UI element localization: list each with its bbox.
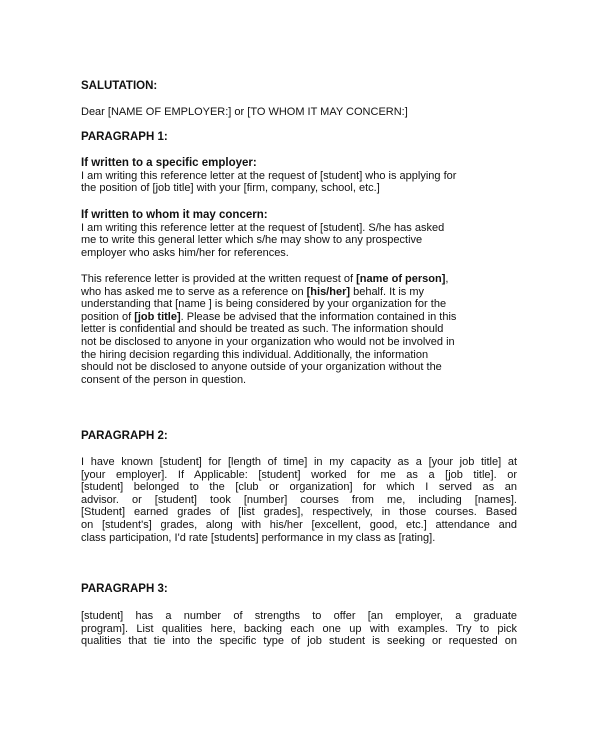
paragraph3-heading: PARAGRAPH 3: bbox=[81, 583, 168, 595]
specific-line-1: I am writing this reference letter at the request of [student] who is applying for bbox=[81, 169, 457, 182]
concern-line-3: employer who asks him/her for references. bbox=[81, 246, 289, 259]
concern-subheading: If written to whom it may concern: bbox=[81, 209, 268, 221]
body-line-9: consent of the person in question. bbox=[81, 373, 247, 386]
specific-employer-subheading: If written to a specific employer: bbox=[81, 157, 257, 169]
salutation-heading: SALUTATION: bbox=[81, 80, 158, 92]
p3-line-2: program]. List qualities here, backing each one up with examples. Try to pick bbox=[81, 622, 517, 635]
concern-line-1: I am writing this reference letter at the request of [student]. S/he has asked bbox=[81, 221, 445, 234]
concern-line-2: me to write this general letter which s/he may show to any prospective bbox=[81, 234, 423, 247]
p3-line-3: qualities that tie into the specific type of job student is seeking or requested on bbox=[81, 635, 517, 648]
p2-line-4: advisor. or [student] took [number] courses from me, including [names]. bbox=[81, 493, 517, 506]
specific-line-2: the position of [job title] with your [firm, company, school, etc.] bbox=[81, 182, 380, 195]
body-line-7: the hiring decision regarding this individual. Additionally, the information bbox=[81, 348, 429, 361]
body-line-3: understanding that [name ] is being considered by your organization for the bbox=[81, 298, 447, 311]
body-line-8: should not be disclosed to anyone outside of your organization without the bbox=[81, 361, 442, 374]
p3-line-1: [student] has a number of strengths to offer [an employer, a graduate bbox=[81, 610, 517, 622]
p2-line-7: class participation, I'd rate [students] performance in my class as [rating]. bbox=[81, 531, 436, 544]
name-of-person-field: [name of person] bbox=[356, 273, 446, 285]
paragraph2-heading: PARAGRAPH 2: bbox=[81, 430, 168, 442]
body-line-6: not be disclosed to anyone in your organization who would not be involved in bbox=[81, 335, 455, 348]
paragraph1-body bbox=[81, 273, 517, 386]
paragraph3-body bbox=[81, 610, 517, 648]
concern-section bbox=[81, 209, 517, 259]
body-line-2: who has asked me to serve as a reference on [his/her] behalf. It is my bbox=[81, 285, 425, 298]
specific-employer-section bbox=[81, 157, 517, 195]
p2-line-5: [Student] earned grades of [list grades], respectively, in those courses. Based bbox=[81, 506, 517, 519]
body-line-4: position of [job title]. Please be advised that the information contained in this bbox=[81, 310, 457, 323]
body-line-1: This reference letter is provided at the written request of [name of person], bbox=[81, 273, 449, 285]
p2-line-3: [student] belonged to the [club or organization] for which I served as an bbox=[81, 481, 517, 494]
body-line-5: letter is confidential and should be treated as such. The information should bbox=[81, 323, 444, 336]
paragraph2-body bbox=[81, 456, 517, 544]
his-her-field: [his/her] bbox=[306, 285, 351, 298]
p2-line-2: [your employer]. If Applicable: [student] worked for me as a [job title]. or bbox=[81, 468, 517, 481]
p2-line-6: on [student's] grades, along with his/her [excellent, good, etc.] attendance and bbox=[81, 518, 517, 531]
paragraph1-heading: PARAGRAPH 1: bbox=[81, 131, 168, 143]
salutation-line: Dear [NAME OF EMPLOYER:] or [TO WHOM IT MAY CONCERN:] bbox=[81, 106, 408, 118]
job-title-field: [job title] bbox=[134, 310, 181, 323]
p2-line-1: I have known [student] for [length of time] in my capacity as a [your job title] at bbox=[81, 456, 517, 468]
